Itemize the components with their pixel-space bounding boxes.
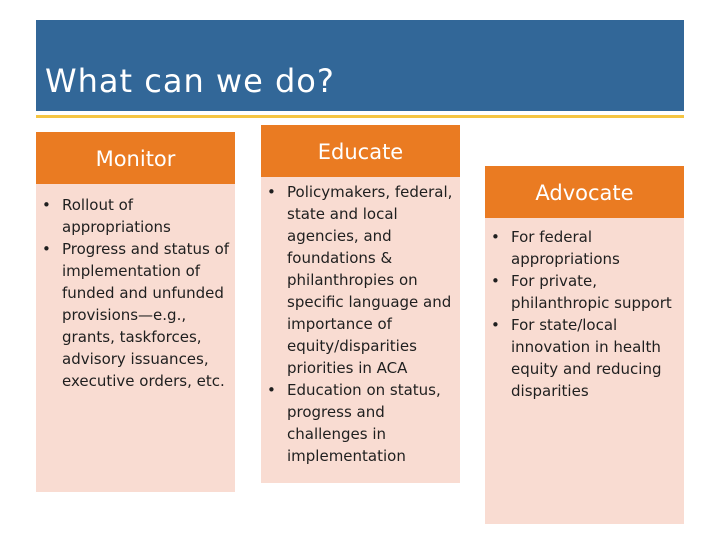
educate-bullet-list bbox=[261, 181, 456, 467]
monitor-column bbox=[36, 132, 235, 492]
advocate-bullet-list bbox=[485, 226, 680, 402]
bullet-item: • Education on status, progress and challenges in implementation bbox=[261, 379, 456, 467]
monitor-bullet-list bbox=[36, 194, 231, 392]
bullet-item: • Rollout of appropriations bbox=[36, 194, 231, 238]
bullet-item: • Progress and status of implementation of funded and unfunded provisions—e.g., grants, taskforces, advisory issuances, executive orders, etc. bbox=[36, 238, 231, 392]
bullet-item: • For private, philanthropic support bbox=[485, 270, 680, 314]
bullet-item: • For state/local innovation in health equity and reducing disparities bbox=[485, 314, 680, 402]
educate-column bbox=[261, 125, 460, 483]
bullet-item: • Policymakers, federal, state and local agencies, and foundations & philanthropies on specific language and importance of equity/disparities priorities in ACA bbox=[261, 181, 456, 379]
advocate-header: Advocate bbox=[485, 166, 684, 218]
title-accent-line bbox=[36, 115, 684, 118]
slide-title: What can we do? bbox=[45, 62, 335, 100]
monitor-header: Monitor bbox=[36, 132, 235, 184]
educate-header: Educate bbox=[261, 125, 460, 177]
advocate-column bbox=[485, 166, 684, 524]
bullet-item: • For federal appropriations bbox=[485, 226, 680, 270]
